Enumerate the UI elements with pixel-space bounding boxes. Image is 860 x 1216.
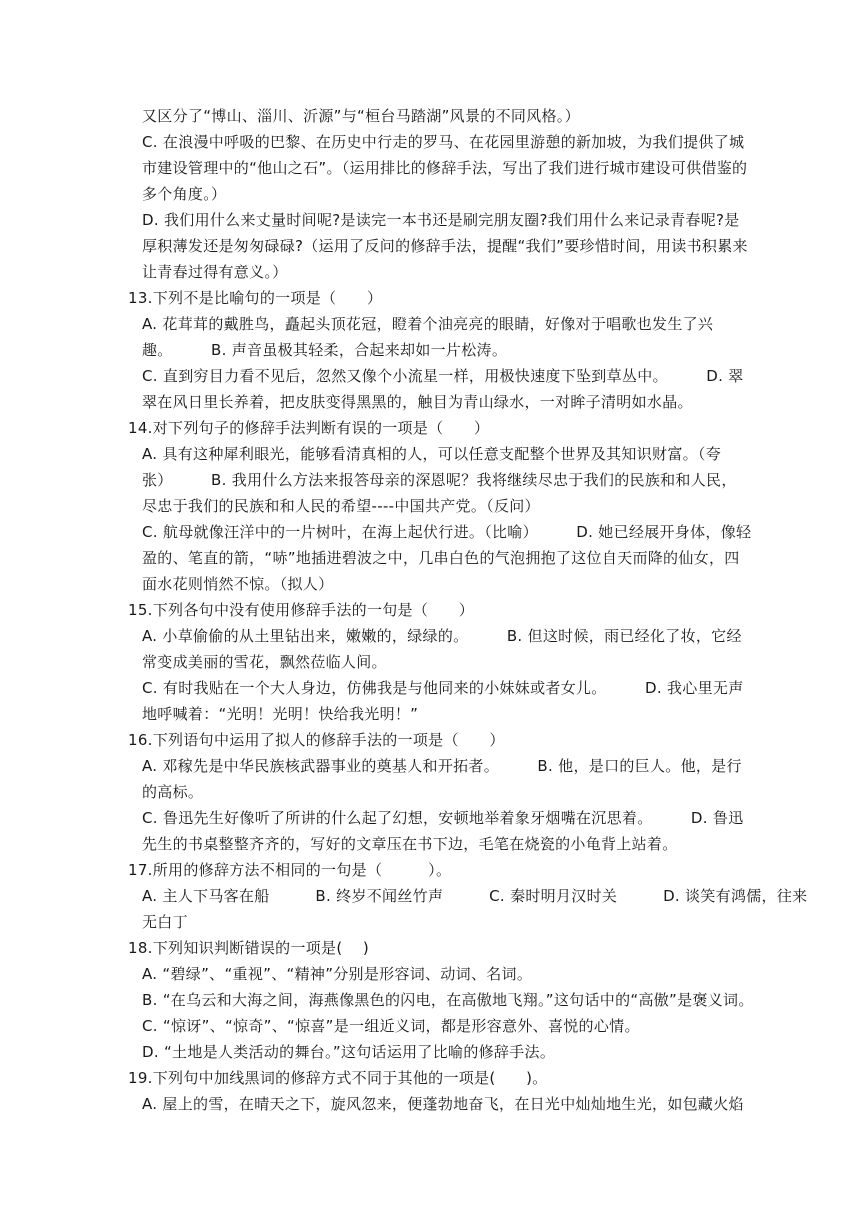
question-18: 18.下列知识判断错误的一项是( ) [128, 939, 370, 957]
question-19: 19.下列句中加线黑词的修辞方式不同于其他的一项是( )。 [128, 1069, 548, 1087]
option-d-line: D. “土地是人类活动的舞台。”这句话运用了比喻的修辞手法。 [142, 1043, 556, 1061]
text-line: 多个角度。） [142, 185, 227, 203]
option-c-line: C. 鲁迅先生好像听了所讲的什么起了幻想，安顿地举着象牙烟嘴在沉思着。 D. 鲁迅 [142, 809, 744, 827]
text-line: 盈的、笔直的箭，“哧”地插进碧波之中，几串白色的气泡拥抱了这位自天而降的仙女，四 [142, 549, 740, 567]
option-a-line: A. 花茸茸的戴胜鸟，矗起头顶花冠，瞪着个油亮亮的眼睛，好像对于唱歌也发生了兴 [142, 315, 714, 333]
option-c-line: C. 在浪漫中呼吸的巴黎、在历史中行走的罗马、在花园里游憩的新加坡，为我们提供了城 [142, 133, 745, 151]
text-line: 地呼喊着：“光明！光明！快给我光明！” [142, 705, 419, 723]
option-c-line: C. 航母就像汪洋中的一片树叶，在海上起伏行进。（比喻） D. 她已经展开身体，像轻 [142, 523, 752, 541]
option-c-line: C. 直到穷目力看不见后，忽然又像个小流星一样，用极快速度下坠到草丛中。 D. 翠 [142, 367, 744, 385]
option-c-line: C. “惊讶”、“惊奇”、“惊喜”是一组近义词，都是形容意外、喜悦的心情。 [142, 1017, 640, 1035]
text-line: 常变成美丽的雪花，飘然莅临人间。 [142, 653, 387, 671]
text-line: 翠在风日里长养着，把皮肤变得黑黑的，触目为青山绿水，一对眸子清明如水晶。 [142, 393, 693, 411]
text-line: 尽忠于我们的民族和和人民的希望----中国共产党。（反问） [142, 497, 540, 515]
text-line: 张） B. 我用什么方法来报答母亲的深恩呢？我将继续尽忠于我们的民族和和人民， [142, 471, 737, 489]
option-a-line: A. 屋上的雪，在晴天之下，旋风忽来，便蓬勃地奋飞，在日光中灿灿地生光，如包藏火焰 [142, 1095, 744, 1113]
option-a-line: A. 小草偷偷的从土里钻出来，嫩嫩的，绿绿的。 B. 但这时候，雨已经化了妆，它经 [142, 627, 742, 645]
text-line: 让青春过得有意义。） [142, 263, 288, 281]
text-line: 又区分了“博山、淄川、沂源”与“桓台马踏湖”风景的不同风格。） [142, 107, 580, 125]
text-line: 无白丁 [142, 913, 188, 931]
option-a-line: A. 具有这种犀利眼光，能够看清真相的人，可以任意支配整个世界及其知识财富。（夸 [142, 445, 722, 463]
question-17: 17.所用的修辞方法不相同的一句是（ ）。 [128, 861, 452, 879]
option-b-line: B. “在乌云和大海之间，海燕像黑色的闪电，在高傲地飞翔。”这句话中的“高傲”是褒义词。 [142, 991, 754, 1009]
text-line: 市建设管理中的“他山之石”。（运用排比的修辞手法，写出了我们进行城市建设可供借鉴的 [142, 159, 748, 177]
question-13: 13.下列不是比喻句的一项是（ ） [128, 289, 383, 307]
option-c-line: C. 有时我贴在一个大人身边，仿佛我是与他同来的小妹妹或者女儿。 D. 我心里无声 [142, 679, 744, 697]
question-14: 14.对下列句子的修辞手法判断有误的一项是（ ） [128, 419, 490, 437]
option-a-line: A. 主人下马客在船 B. 终岁不闻丝竹声 C. 秦时明月汉时关 D. 谈笑有鸿儒，往来 [142, 887, 808, 905]
text-line: 的高标。 [142, 783, 204, 801]
text-line: 先生的书桌整整齐齐的，写好的文章压在书下边，毛笔在烧瓷的小龟背上站着。 [142, 835, 678, 853]
question-16: 16.下列语句中运用了拟人的修辞手法的一项是（ ） [128, 731, 505, 749]
text-line: 厚积薄发还是匆匆碌碌?（运用了反问的修辞手法，提醒“我们”要珍惜时间，用读书积累来 [142, 237, 748, 255]
option-a-line: A. 邓稼先是中华民族核武器事业的奠基人和开拓者。 B. 他，是口的巨人。他，是行 [142, 757, 742, 775]
text-line: 面水花则悄然不惊。（拟人） [142, 575, 334, 593]
text-line: 趣。 B. 声音虽极其轻柔，合起来却如一片松涛。 [142, 341, 508, 359]
question-15: 15.下列各句中没有使用修辞手法的一句是（ ） [128, 601, 475, 619]
option-a-line: A. “碧绿”、“重视”、“精神”分别是形容词、动词、名词。 [142, 965, 533, 983]
option-d-line: D. 我们用什么来丈量时间呢?是读完一本书还是刷完朋友圈?我们用什么来记录青春呢?是 [142, 211, 740, 229]
